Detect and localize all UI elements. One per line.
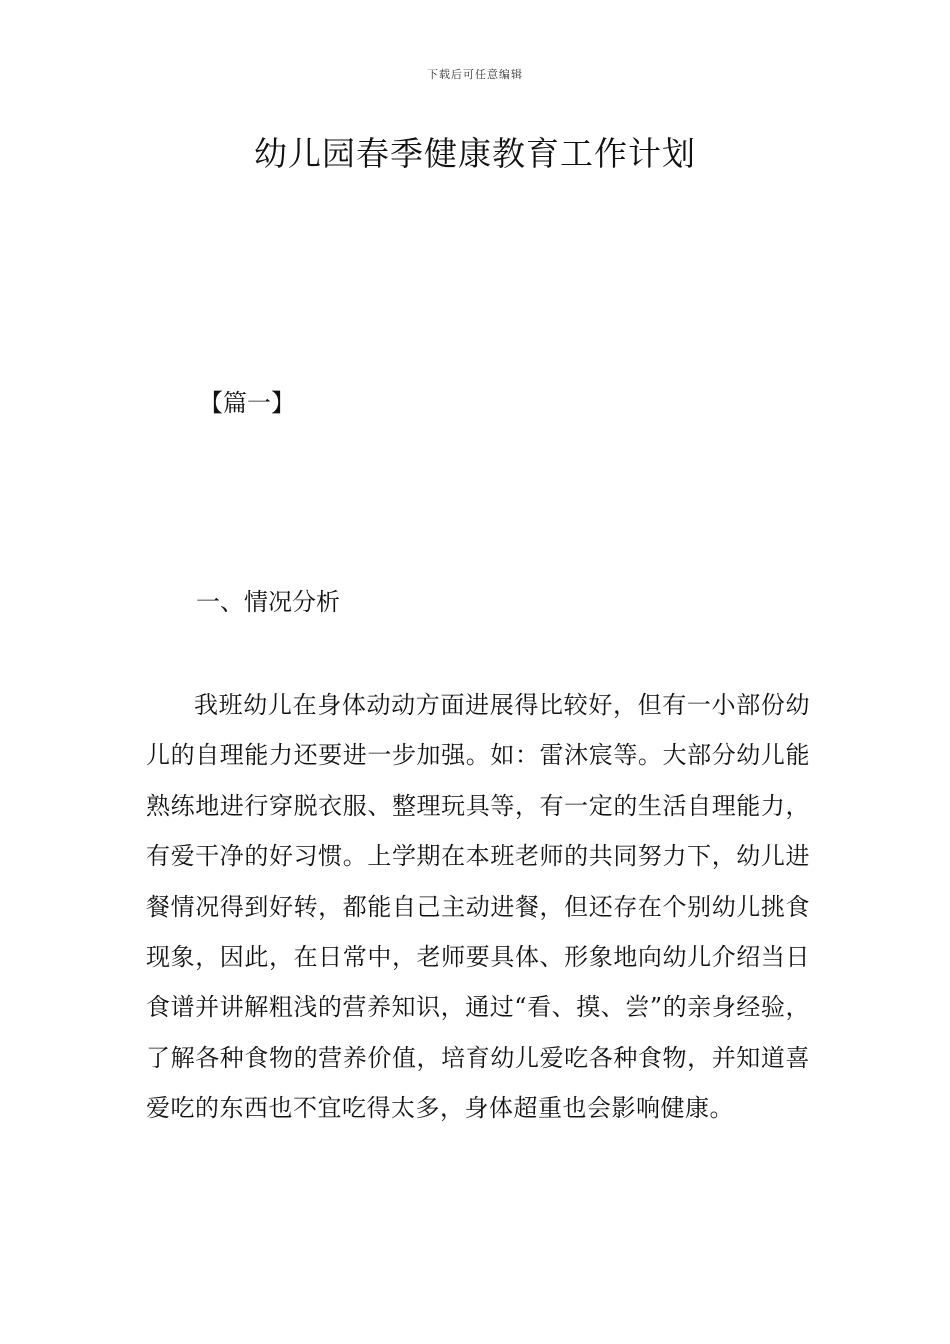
header-note: 下载后可任意编辑	[427, 68, 523, 81]
document-title: 幼儿园春季健康教育工作计划	[254, 134, 696, 173]
section-label: 【篇一】	[199, 389, 295, 417]
body-paragraph: 我班幼儿在身体动动方面进展得比较好，但有一小部份幼儿的自理能力还要进一步加强。如：雷沐宸等。大部分幼儿能熟练地进行穿脱衣服、整理玩具等，有一定的生活自理能力，有爱干净的好习惯。上学期在本班老师的共同努力下，幼儿进餐情况得到好转，都能自己主动进餐，但还存在个别幼儿挑食现象，因此，在日常中，老师要具体、形象地向幼儿介绍当日食谱并讲解粗浅的营养知识，通过“看、摸、尝”的亲身经验，了解各种食物的营养价值，培育幼儿爱吃各种食物，并知道喜爱吃的东西也不宜吃得太多，身体超重也会影响健康。	[146, 691, 810, 1123]
section-subheading: 一、情况分析	[196, 588, 340, 616]
